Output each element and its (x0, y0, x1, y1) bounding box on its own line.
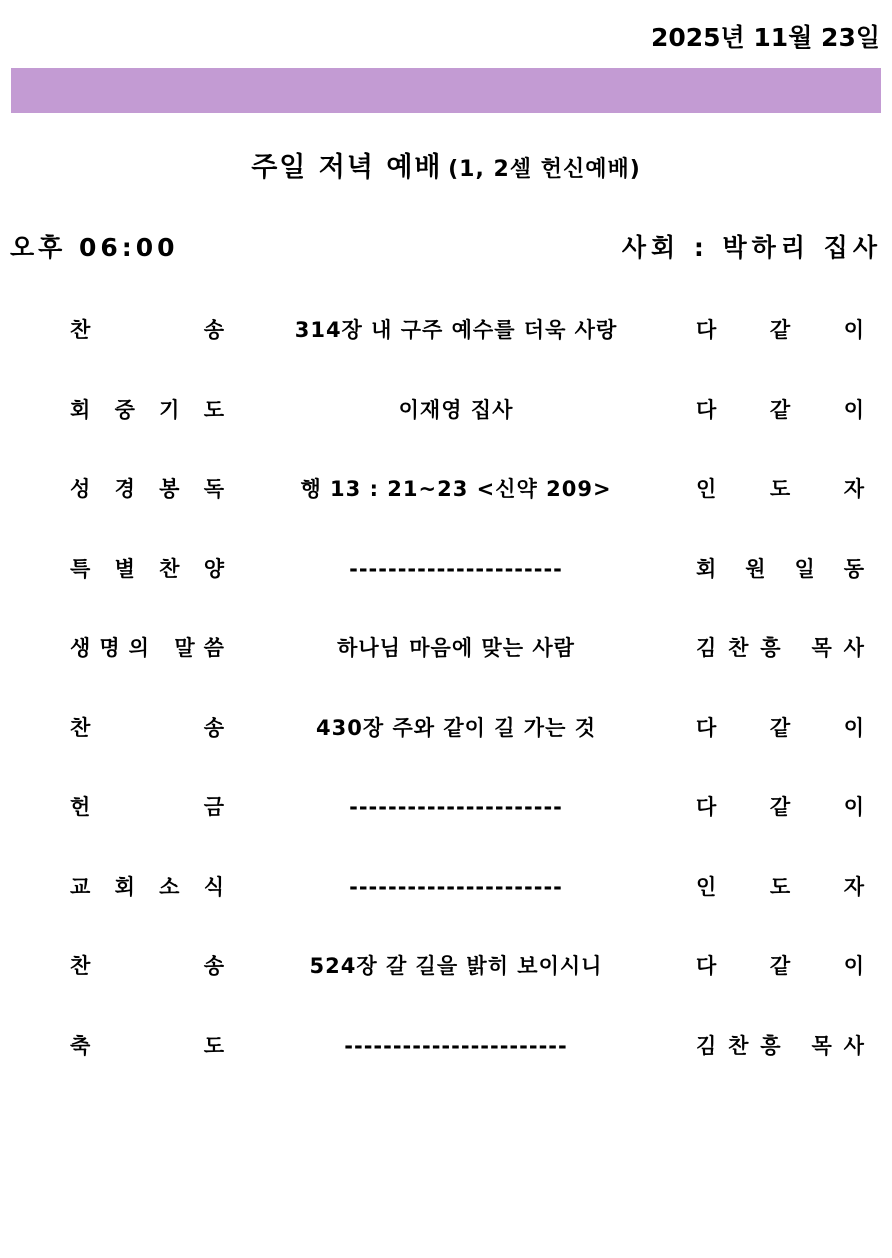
order-row (0, 464, 892, 544)
order-item-leader: 다 같 이 (696, 715, 864, 740)
order-item-label: 찬 송 (70, 954, 224, 978)
order-item-label: 특 별 찬 양 (70, 556, 224, 581)
order-row (0, 941, 892, 1021)
order-item-content: ---------------------- (349, 874, 563, 899)
order-item-leader: 다 같 이 (696, 954, 864, 978)
order-item-content: ----------------------- (344, 1033, 568, 1058)
bulletin-date: 2025년 11월 23일 (650, 23, 880, 52)
service-title (0, 145, 892, 184)
service-time: 오후 06:00 (10, 233, 179, 262)
order-item-content: 314장 내 구주 예수를 더욱 사랑 (294, 318, 618, 342)
order-item-content: ---------------------- (349, 556, 563, 581)
order-item-leader: 김 찬 흥 목 사 (696, 1033, 864, 1058)
order-item-leader: 김 찬 흥 목 사 (696, 636, 864, 660)
order-item-content: ---------------------- (349, 795, 563, 819)
order-item-leader: 다 같 이 (696, 795, 864, 819)
order-item-label: 헌 금 (70, 795, 224, 819)
order-item-label: 축 도 (70, 1033, 224, 1058)
order-row (0, 305, 892, 385)
order-item-label: 교 회 소 식 (70, 874, 224, 899)
order-item-leader: 인 도 자 (696, 477, 864, 501)
order-item-content: 하나님 마음에 맞는 사람 (337, 636, 575, 660)
header-color-band (11, 68, 881, 113)
order-item-label: 생 명 의 말 씀 (70, 636, 224, 660)
order-item-label: 찬 송 (70, 715, 224, 740)
order-of-worship (0, 305, 892, 1100)
order-item-content: 524장 갈 길을 밝히 보이시니 (309, 954, 603, 978)
order-item-leader: 다 같 이 (696, 397, 864, 422)
order-item-leader: 인 도 자 (696, 874, 864, 899)
order-item-content: 430장 주와 같이 길 가는 것 (316, 715, 596, 740)
order-row (0, 782, 892, 862)
order-item-leader: 다 같 이 (696, 318, 864, 342)
service-title-sub: (1, 2셀 헌신예배) (448, 157, 641, 182)
order-row (0, 385, 892, 465)
order-item-label: 회 중 기 도 (70, 397, 224, 422)
order-item-content: 이재영 집사 (398, 397, 514, 422)
service-host: 사회 : 박하리 집사 (621, 233, 882, 262)
order-item-label: 찬 송 (70, 318, 224, 342)
order-row (0, 544, 892, 624)
order-row (0, 623, 892, 703)
order-row (0, 862, 892, 942)
order-item-label: 성 경 봉 독 (70, 477, 224, 501)
order-row (0, 1021, 892, 1101)
order-row (0, 703, 892, 783)
service-title-main: 주일 저녁 예배 (251, 152, 443, 183)
order-item-content: 행 13 : 21~23 <신약 209> (300, 477, 612, 501)
order-item-leader: 회 원 일 동 (696, 556, 864, 581)
